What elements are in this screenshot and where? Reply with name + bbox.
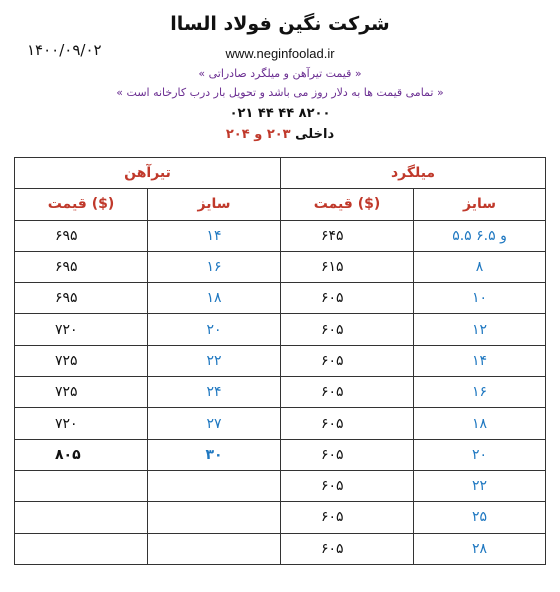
beam-size-cell: ۲۰ — [148, 314, 281, 345]
rebar-price-cell: ۶۰۵ — [281, 502, 414, 533]
rebar-price-header: قیمت ($) — [281, 189, 414, 220]
beam-size-cell: ۳۰ — [148, 439, 281, 470]
rebar-price-cell: ۶۴۵ — [281, 220, 414, 251]
beam-price-cell — [15, 502, 148, 533]
rebar-price-cell: ۶۰۵ — [281, 533, 414, 564]
beam-size-cell: ۱۴ — [148, 220, 281, 251]
beam-section-title: تیرآهن — [15, 158, 281, 189]
extension-label: داخلی — [295, 127, 335, 142]
beam-price-cell: ۶۹۵ — [15, 251, 148, 282]
table-row — [15, 283, 546, 314]
beam-size-cell: ۲۲ — [148, 345, 281, 376]
website-link[interactable]: www.neginfoolad.ir — [225, 46, 335, 61]
rebar-size-header: سایز — [414, 189, 546, 220]
table-row — [15, 470, 546, 501]
table-row — [15, 408, 546, 439]
rebar-size-cell: ۸ — [414, 251, 546, 282]
beam-size-cell: ۱۶ — [148, 251, 281, 282]
table-row — [15, 377, 546, 408]
table-row — [15, 251, 546, 282]
rebar-size-cell: ۱۶ — [414, 377, 546, 408]
phone-number: ۰۲۱ ۴۴ ۴۴ ۸۲۰۰ — [229, 106, 331, 121]
table-row — [15, 439, 546, 470]
beam-price-cell: ۷۲۵ — [15, 345, 148, 376]
company-name: شرکت نگین فولاد الساا — [170, 13, 390, 35]
rebar-size-cell: ۲۸ — [414, 533, 546, 564]
price-list-header — [0, 0, 560, 158]
rebar-size-cell: ۱۴ — [414, 345, 546, 376]
beam-size-cell — [148, 470, 281, 501]
price-note: « تمامی قیمت ها به دلار روز می باشد و تحویل بار درب کارخانه است » — [116, 86, 444, 99]
table-row — [15, 502, 546, 533]
beam-size-cell: ۱۸ — [148, 283, 281, 314]
beam-size-header: سایز — [148, 189, 281, 220]
tagline: « قیمت تیرآهن و میلگرد صادراتی » — [198, 67, 362, 80]
beam-price-cell: ۷۲۰ — [15, 408, 148, 439]
extension-line — [0, 127, 560, 142]
beam-price-cell: ۶۹۵ — [15, 220, 148, 251]
beam-price-cell: ۸۰۵ — [15, 439, 148, 470]
beam-price-cell: ۶۹۵ — [15, 283, 148, 314]
rebar-size-cell: ۱۸ — [414, 408, 546, 439]
rebar-price-cell: ۶۰۵ — [281, 439, 414, 470]
rebar-size-cell: ۵.۵ و ۶.۵ — [414, 220, 546, 251]
date-label: ۱۴۰۰/۰۹/۰۲ — [27, 41, 102, 59]
price-table — [14, 157, 546, 565]
section-header-row — [15, 158, 546, 189]
beam-size-cell: ۲۷ — [148, 408, 281, 439]
table-row — [15, 533, 546, 564]
extension-numbers: ۲۰۳ و ۲۰۴ — [225, 127, 291, 142]
table-row — [15, 314, 546, 345]
rebar-price-cell: ۶۰۵ — [281, 377, 414, 408]
column-header-row — [15, 189, 546, 220]
beam-price-cell — [15, 533, 148, 564]
table-row — [15, 345, 546, 376]
beam-price-cell: ۷۲۵ — [15, 377, 148, 408]
beam-price-header: قیمت ($) — [15, 189, 148, 220]
rebar-size-cell: ۲۰ — [414, 439, 546, 470]
beam-size-cell — [148, 533, 281, 564]
rebar-size-cell: ۲۵ — [414, 502, 546, 533]
rebar-section-title: میلگرد — [281, 158, 546, 189]
rebar-price-cell: ۶۰۵ — [281, 470, 414, 501]
table-row — [15, 220, 546, 251]
rebar-price-cell: ۶۰۵ — [281, 345, 414, 376]
rebar-size-cell: ۱۰ — [414, 283, 546, 314]
rebar-size-cell: ۱۲ — [414, 314, 546, 345]
beam-size-cell — [148, 502, 281, 533]
beam-size-cell: ۲۴ — [148, 377, 281, 408]
rebar-price-cell: ۶۱۵ — [281, 251, 414, 282]
rebar-size-cell: ۲۲ — [414, 470, 546, 501]
rebar-price-cell: ۶۰۵ — [281, 408, 414, 439]
beam-price-cell: ۷۲۰ — [15, 314, 148, 345]
beam-price-cell — [15, 470, 148, 501]
rebar-price-cell: ۶۰۵ — [281, 283, 414, 314]
rebar-price-cell: ۶۰۵ — [281, 314, 414, 345]
